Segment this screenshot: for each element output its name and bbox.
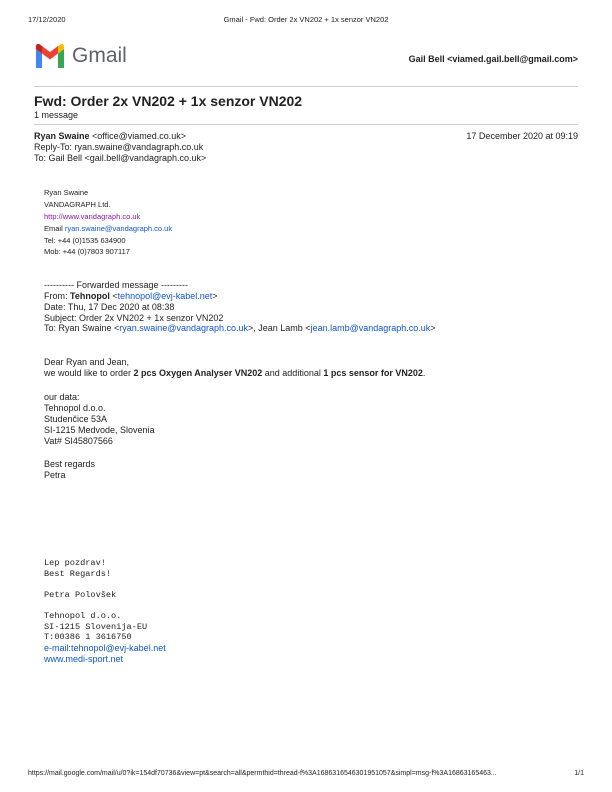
forward-to-email1-link[interactable]: ryan.swaine@vandagraph.co.uk xyxy=(119,323,249,333)
footer-sig-email-link[interactable]: e-mail:tehnopol@evj-kabel.net xyxy=(44,643,166,653)
reply-to: Reply-To: ryan.swaine@vandagraph.co.uk xyxy=(34,142,204,152)
gmail-logo xyxy=(34,44,66,73)
sender-name: Ryan Swaine xyxy=(34,131,90,141)
sig-tel: Tel: +44 (0)1535 634900 xyxy=(44,236,126,245)
sig-website-link[interactable]: http://www.vandagraph.co.uk xyxy=(44,212,141,221)
forward-from-label: From: xyxy=(44,291,70,301)
sender-line xyxy=(34,131,186,141)
footer-sig-web-link[interactable]: www.medi-sport.net xyxy=(44,654,124,664)
footer-sig-name: Petra Polovšek xyxy=(44,590,117,600)
thread-subject: Fwd: Order 2x VN202 + 1x senzor VN202 xyxy=(34,93,303,109)
sender-email: <office@viamed.co.uk> xyxy=(89,131,187,141)
gmail-logo-text: Gmail xyxy=(72,44,127,67)
sig-email-link[interactable]: ryan.swaine@vandagraph.co.uk xyxy=(64,224,173,233)
footer-sig-lep: Lep pozdrav! xyxy=(44,558,106,568)
sig-name: Ryan Swaine xyxy=(44,188,89,197)
forward-from-email-link[interactable]: tehnopol@evj-kabel.net xyxy=(117,291,213,301)
forward-to-mid: >, Jean Lamb < xyxy=(248,323,311,333)
body-vat: Vat# SI45807566 xyxy=(44,436,113,446)
forward-subject: Subject: Order 2x VN202 + 1x senzor VN202 xyxy=(44,313,224,323)
body-bold-analyser: 2 pcs Oxygen Analyser VN202 xyxy=(133,368,263,378)
sig-email-label: Email xyxy=(44,224,65,233)
message-date: 17 December 2020 at 09:19 xyxy=(466,131,578,141)
sig-email-line xyxy=(44,224,172,233)
body-our-data: our data: xyxy=(44,392,80,402)
divider xyxy=(34,86,578,87)
body-text: we would like to order xyxy=(44,368,134,378)
body-regards: Best regards xyxy=(44,459,96,469)
message-count: 1 message xyxy=(34,110,79,120)
print-url: https://mail.google.com/mail/u/0?ik=154df70736&view=pt&search=all&permthid=thread-f%3A1686316546301951057&simpl=msg-f%3A16863165463... xyxy=(28,770,497,777)
body-bold-sensor: 1 pcs sensor for VN202 xyxy=(323,368,423,378)
body-text: and additional xyxy=(262,368,324,378)
body-name: Petra xyxy=(44,470,66,480)
bracket: < xyxy=(109,291,118,301)
sig-company: VANDAGRAPH Ltd. xyxy=(44,200,111,209)
footer-sig-tel: T:00386 1 3616750 xyxy=(44,632,132,642)
to-line: To: Gail Bell <gail.bell@vandagraph.co.uk> xyxy=(34,153,207,163)
footer-sig-best: Best Regards! xyxy=(44,569,112,579)
forward-from-name: Tehnopol xyxy=(70,291,110,301)
body-order-line xyxy=(44,368,425,378)
forward-to-label: To: Ryan Swaine < xyxy=(44,323,120,333)
footer-sig-city: SI-1215 Slovenija-EU xyxy=(44,622,148,632)
account-name: Gail Bell <viamed.gail.bell@gmail.com> xyxy=(408,54,578,64)
print-date: 17/12/2020 xyxy=(28,15,66,24)
forward-from xyxy=(44,291,218,301)
forward-date: Date: Thu, 17 Dec 2020 at 08:38 xyxy=(44,302,175,312)
bracket: > xyxy=(430,323,436,333)
divider xyxy=(34,124,578,125)
forward-to xyxy=(44,323,436,333)
bracket: > xyxy=(212,291,218,301)
print-page-title: Gmail - Fwd: Order 2x VN202 + 1x senzor VN202 xyxy=(223,15,389,24)
forward-to-email2-link[interactable]: jean.lamb@vandagraph.co.uk xyxy=(310,323,431,333)
forward-separator: ---------- Forwarded message --------- xyxy=(44,280,188,290)
body-greeting: Dear Ryan and Jean, xyxy=(44,357,130,367)
body-city: SI-1215 Medvode, Slovenia xyxy=(44,425,155,435)
footer-sig-company: Tehnopol d.o.o. xyxy=(44,611,122,621)
body-street: Studenčice 53A xyxy=(44,414,108,424)
body-text: . xyxy=(422,368,426,378)
body-company: Tehnopol d.o.o. xyxy=(44,403,106,413)
sig-mob: Mob: +44 (0)7803 907117 xyxy=(44,247,130,256)
print-page-number: 1/1 xyxy=(574,770,584,777)
gmail-m-icon xyxy=(34,44,66,68)
